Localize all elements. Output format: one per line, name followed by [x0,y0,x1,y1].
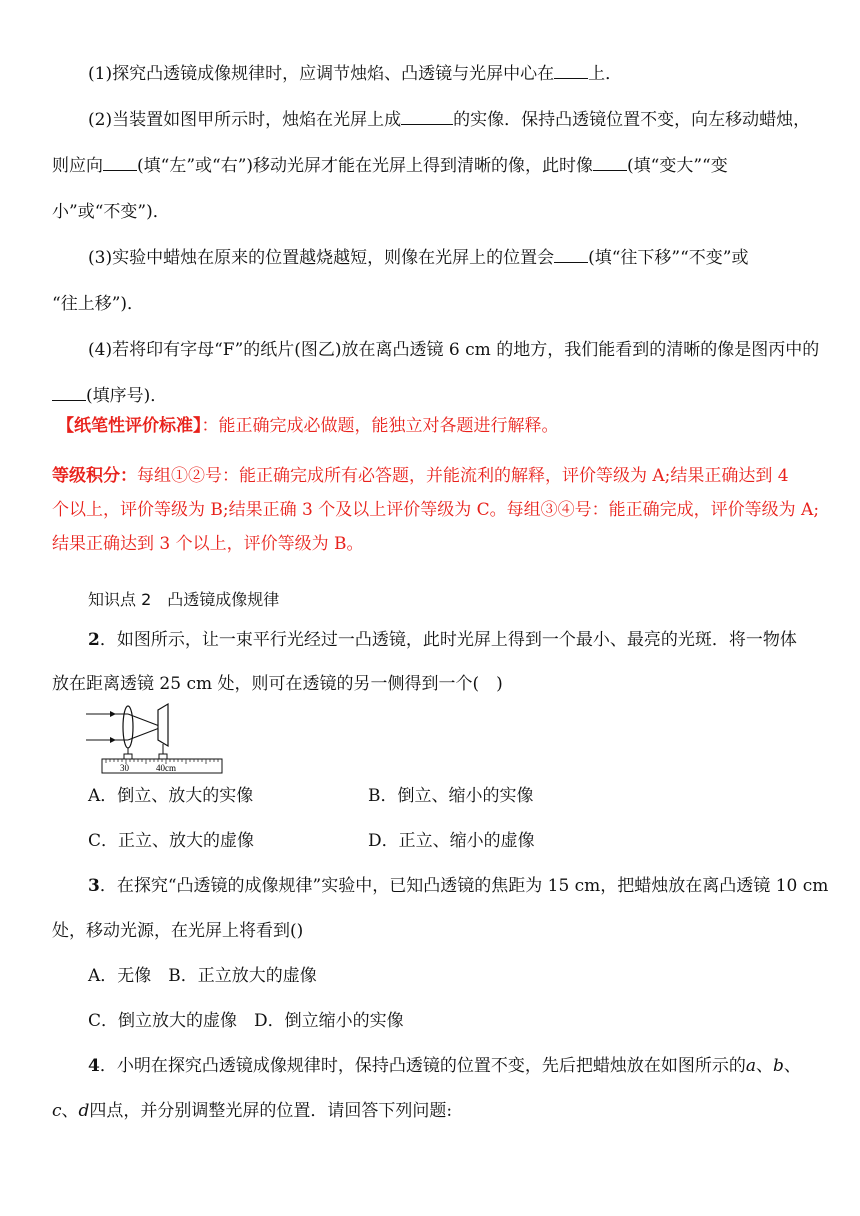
point-c-label: c [52,1101,62,1121]
lens-holder [124,754,132,759]
section-title: 知识点 2 凸透镜成像规律 [88,590,280,609]
q3-options-line1[interactable]: A．无像 B．正立放大的虚像 [88,966,317,986]
q3-text1: ．在探究“凸透镜的成像规律”实验中，已知凸透镜的焦距为 15 cm，把蜡烛放在离凸透镜 10 cm [99,876,829,896]
q2-text1: ．如图所示，让一束平行光经过一凸透镜，此时光屏上得到一个最小、最亮的光斑．将一物体 [99,630,797,650]
q1-part2-text: (2)当装置如图甲所示时，烛焰在光屏上成 [88,110,402,130]
q1-part4-line2 [52,384,820,408]
q3-number: 3 [88,876,100,896]
answer-blank[interactable] [401,108,453,125]
q4-number: 4 [88,1056,100,1076]
ruler-label-40: 40cm [156,763,176,773]
answer-blank[interactable] [103,154,137,171]
criteria-line [57,414,820,438]
q3-line1 [88,874,829,898]
arrow-icon [110,711,116,717]
q1-part1-end: 上． [588,64,623,84]
criteria-text: ：能正确完成必做题，能独立对各题进行解释。 [201,416,559,436]
q2-option-a[interactable]: A．倒立、放大的实像 [88,786,254,806]
answer-blank[interactable] [593,154,627,171]
q4-text1: ．小明在探究凸透镜成像规律时，保持凸透镜的位置不变，先后把蜡烛放在如图所示的 [99,1056,746,1076]
answer-blank[interactable] [554,62,588,79]
q3-options-line2[interactable]: C．倒立放大的虚像 D．倒立缩小的实像 [88,1011,404,1031]
q2-option-b[interactable]: B．倒立、缩小的实像 [368,786,534,806]
screen-holder [159,754,167,759]
point-a-label: a [745,1056,756,1076]
answer-blank[interactable] [52,384,86,401]
light-screen [158,704,168,746]
point-d-label: d [78,1101,90,1121]
q1-part3-line1 [88,246,820,270]
q2-option-d[interactable]: D．正立、缩小的虚像 [368,831,535,851]
q3-line2: 处，移动光源，在光屏上将看到() [52,921,304,941]
q1-part2-line1 [88,108,820,132]
q1-part3-text: (3)实验中蜡烛在原来的位置越烧越短，则像在光屏上的位置会 [88,248,555,268]
point-b-label: b [772,1056,784,1076]
q1-part2-line2 [52,154,820,178]
q2-option-c[interactable]: C．正立、放大的虚像 [88,831,255,851]
criteria-label: 【纸笔性评价标准】 [57,416,202,436]
q4-text2: 四点，并分别调整光屏的位置．请回答下列问题: [89,1101,453,1121]
q1-part2b-text: 则应向 [52,156,103,176]
ruler-label-30: 30 [120,763,129,773]
grading-line2: 个以上，评价等级为 B;结果正确 3 个及以上评价等级为 C。每组③④号：能正确完成，评价等级为 A; [52,500,820,520]
q1-part3-end: (填“往下移”“不变”或 [588,248,749,268]
q1-part3-line2: “往上移”)． [52,294,145,314]
separator: 、 [61,1101,79,1121]
q2-line2: 放在距离透镜 25 cm 处，则可在透镜的另一侧得到一个( ) [52,674,503,694]
separator: 、 [755,1056,773,1076]
grading-label: 等级积分： [52,466,137,486]
q4-line2 [52,1099,820,1123]
answer-blank[interactable] [554,246,588,263]
lens-diagram [84,700,284,778]
q1-part4-end: (填序号)． [86,386,168,406]
q1-part2-line3: 小”或“不变”)． [52,202,170,222]
grading-line3: 结果正确达到 3 个以上，评价等级为 B。 [52,534,364,554]
grading-text1: 每组①②号：能正确完成所有必答题，并能流利的解释，评价等级为 A;结果正确达到 4 [137,466,789,486]
convex-lens [123,706,133,748]
separator: 、 [783,1056,801,1076]
q1-part2b-mid: (填“左”或“右”)移动光屏才能在光屏上得到清晰的像，此时像 [137,156,594,176]
q4-line1 [88,1054,820,1078]
q1-part2-end: 的实像．保持凸透镜位置不变，向左移动蜡烛， [453,110,811,130]
grading-line1 [52,464,820,488]
q1-part2b-end: (填“变大”“变 [627,156,728,176]
q1-part4-line1: (4)若将印有字母“F”的纸片(图乙)放在离凸透镜 6 cm 的地方，我们能看到的清晰的像是图丙中的 [88,340,820,360]
q2-number: 2 [88,630,100,650]
q2-line1 [88,628,820,652]
arrow-icon [110,737,116,743]
q1-part1 [88,62,820,86]
q1-part1-text: (1)探究凸透镜成像规律时，应调节烛焰、凸透镜与光屏中心在 [88,64,555,84]
